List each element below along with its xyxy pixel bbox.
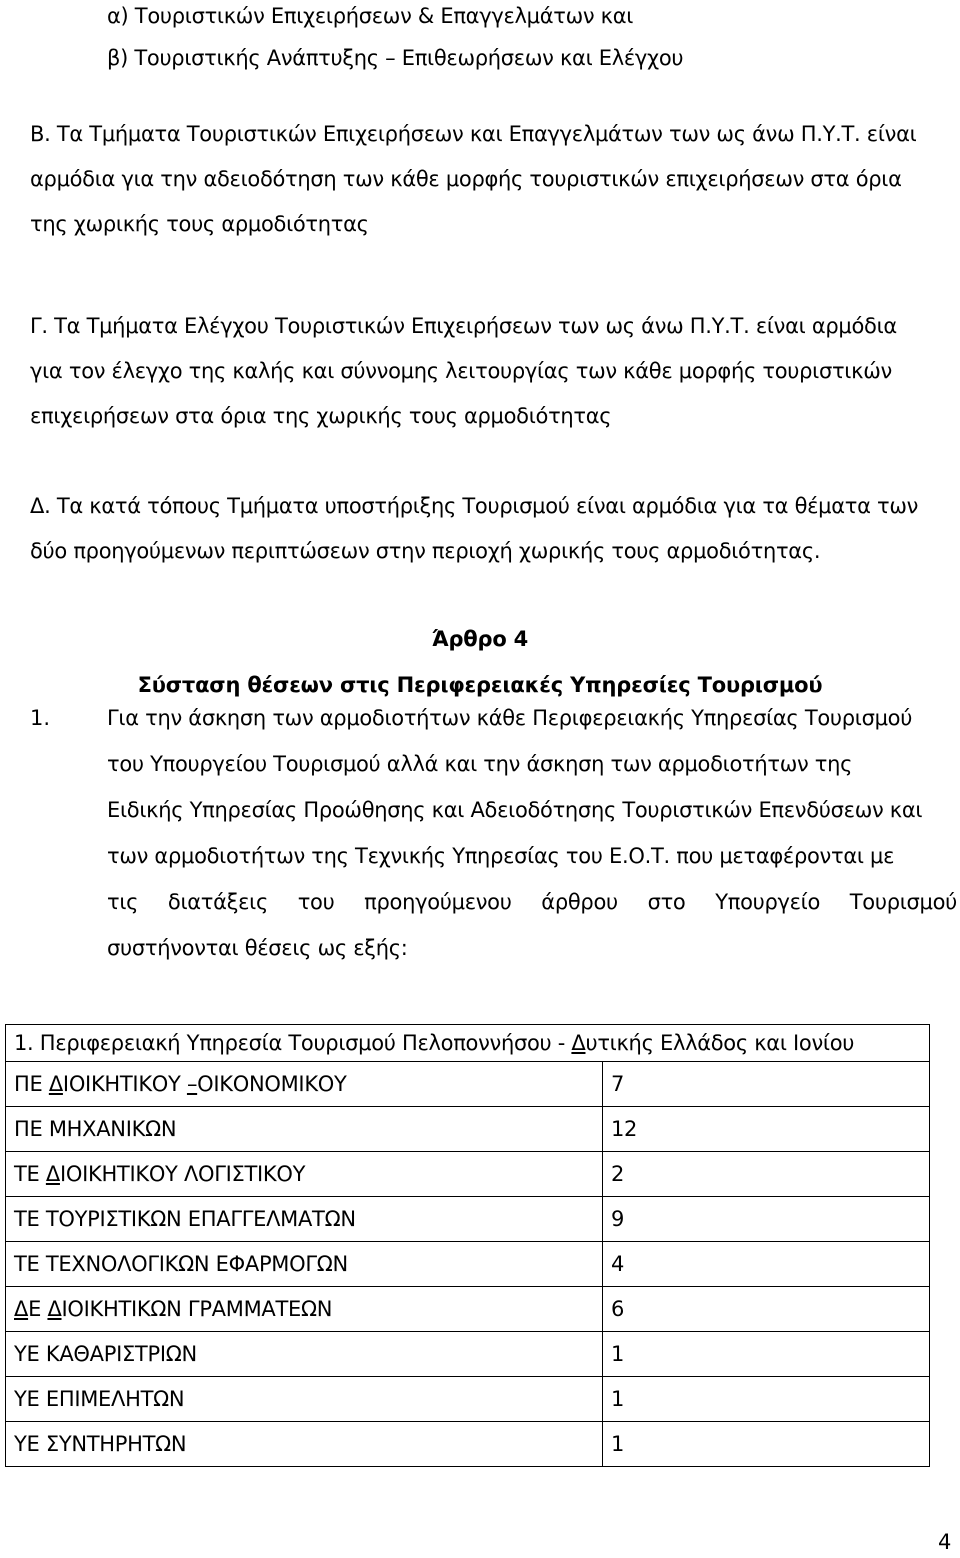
word: άρθρου — [541, 890, 618, 914]
table-row — [6, 1062, 930, 1107]
table-row — [6, 1152, 930, 1197]
position-category — [6, 1422, 603, 1467]
position-count: 7 — [603, 1062, 930, 1107]
position-count: 1 — [603, 1422, 930, 1467]
article-title: Σύσταση θέσεων στις Περιφερειακές Υπηρεσίες Τουρισμού — [137, 673, 823, 697]
word: στο — [647, 890, 686, 914]
staff-table — [5, 1024, 930, 1467]
staff-table-header-row — [6, 1025, 930, 1062]
section-b-line: της χωρικής τους αρμοδιότητας — [30, 212, 369, 236]
section-d-line: Δ. Τα κατά τόπους Τμήματα υποστήριξης Τουρισμού είναι αρμόδια για τα θέματα των — [30, 494, 919, 518]
position-count: 1 — [603, 1377, 930, 1422]
position-category — [6, 1062, 603, 1107]
header-text-underlined: Δ — [571, 1031, 586, 1055]
paragraph-line: των αρμοδιοτήτων της Τεχνικής Υπηρεσίας του Ε.Ο.Τ. που μεταφέρονται με — [107, 844, 895, 868]
category-underlined-text: – — [186, 1072, 198, 1096]
intro-item-b: β) Τουριστικής Ανάπτυξης – Επιθεωρήσεων και Ελέγχου — [107, 46, 684, 70]
position-count: 2 — [603, 1152, 930, 1197]
article-number: Άρθρο 4 — [431, 627, 529, 651]
category-underlined-text: Δ — [14, 1297, 29, 1321]
position-category — [6, 1332, 603, 1377]
table-row — [6, 1377, 930, 1422]
table-row — [6, 1107, 930, 1152]
header-text-post: υτικής Ελλάδος και Ιονίου — [585, 1031, 855, 1055]
table-row — [6, 1332, 930, 1377]
word: Υπουργείο — [715, 890, 821, 914]
table-row — [6, 1287, 930, 1332]
paragraph-line: Για την άσκηση των αρμοδιοτήτων κάθε Περιφερειακής Υπηρεσίας Τουρισμού — [107, 706, 913, 730]
category-text: ΤΕ ΤΟΥΡΙΣΤΙΚΩΝ ΕΠΑΓΓΕΛΜΑΤΩΝ — [14, 1207, 356, 1231]
category-text: ΥΕ ΚΑΘΑΡΙΣΤΡΙΩΝ — [14, 1342, 197, 1366]
category-text: ΟΙΚΟΝΟΜΙΚΟΥ — [197, 1072, 347, 1096]
position-count: 1 — [603, 1332, 930, 1377]
category-underlined-text: Δ — [45, 1162, 60, 1186]
category-text: ΙΟΙΚΗΤΙΚΩΝ ΓΡΑΜΜΑΤΕΩΝ — [61, 1297, 333, 1321]
section-b — [30, 112, 935, 247]
category-text: ΙΟΙΚΗΤΙΚΟΥ ΛΟΓΙΣΤΙΚΟΥ — [59, 1162, 306, 1186]
paragraph-line: του Υπουργείου Τουρισμού αλλά και την άσκηση των αρμοδιοτήτων της — [107, 752, 853, 776]
table-row — [6, 1197, 930, 1242]
section-b-line: Β. Τα Τμήματα Τουριστικών Επιχειρήσεων και Επαγγελμάτων των ως άνω Π.Υ.Τ. είναι — [30, 122, 917, 146]
page-number: 4 — [938, 1530, 952, 1554]
position-category — [6, 1242, 603, 1287]
word: προηγούμενου — [364, 890, 512, 914]
position-count: 6 — [603, 1287, 930, 1332]
category-text: ΤΕ ΤΕΧΝΟΛΟΓΙΚΩΝ ΕΦΑΡΜΟΓΩΝ — [14, 1252, 348, 1276]
paragraph-line-justified — [107, 888, 957, 934]
position-count: 4 — [603, 1242, 930, 1287]
position-count: 12 — [603, 1107, 930, 1152]
paragraph-body — [107, 704, 957, 980]
paragraph-line: Ειδικής Υπηρεσίας Προώθησης και Αδειοδότησης Τουριστικών Επενδύσεων και — [107, 798, 923, 822]
section-d — [30, 484, 935, 574]
staff-table-header — [6, 1025, 930, 1062]
position-count: 9 — [603, 1197, 930, 1242]
category-underlined-text: Δ — [48, 1072, 63, 1096]
category-text: ΤΕ — [14, 1162, 46, 1186]
header-text-pre: 1. Περιφερειακή Υπηρεσία Τουρισμού Πελοποννήσου - — [14, 1031, 572, 1055]
position-category — [6, 1287, 603, 1332]
position-category — [6, 1197, 603, 1242]
section-c — [30, 304, 935, 439]
section-c-line: επιχειρήσεων στα όρια της χωρικής τους αρμοδιότητας — [30, 404, 612, 428]
position-category — [6, 1107, 603, 1152]
position-category — [6, 1152, 603, 1197]
word: τις — [107, 890, 139, 914]
category-text: ΥΕ ΕΠΙΜΕΛΗΤΩΝ — [14, 1387, 185, 1411]
table-row — [6, 1422, 930, 1467]
paragraph-line: συστήνονται θέσεις ως εξής: — [107, 936, 408, 960]
word: Τουρισμού — [849, 890, 957, 914]
category-text: ΥΕ ΣΥΝΤΗΡΗΤΩΝ — [14, 1432, 187, 1456]
category-underlined-text: Δ — [47, 1297, 62, 1321]
category-text: Ε — [28, 1297, 48, 1321]
section-d-line: δύο προηγούμενων περιπτώσεων στην περιοχή χωρικής τους αρμοδιότητας. — [30, 539, 821, 563]
section-c-line: για τον έλεγχο της καλής και σύννομης λειτουργίας των κάθε μορφής τουριστικών — [30, 359, 892, 383]
section-c-line: Γ. Τα Τμήματα Ελέγχου Τουριστικών Επιχειρήσεων των ως άνω Π.Υ.Τ. είναι αρμόδια — [30, 314, 897, 338]
category-text: ΠΕ ΜΗΧΑΝΙΚΩΝ — [14, 1117, 177, 1141]
category-text: ΠΕ — [14, 1072, 49, 1096]
category-text: ΙΟΙΚΗΤΙΚΟΥ — [62, 1072, 187, 1096]
section-b-line: αρμόδια για την αδειοδότηση των κάθε μορφής τουριστικών επιχειρήσεων στα όρια — [30, 167, 902, 191]
table-row — [6, 1242, 930, 1287]
paragraph-number: 1. — [30, 706, 51, 730]
word: του — [297, 890, 335, 914]
word: διατάξεις — [167, 890, 268, 914]
position-category — [6, 1377, 603, 1422]
intro-item-a: α) Τουριστικών Επιχειρήσεων & Επαγγελμάτων και — [107, 4, 634, 28]
